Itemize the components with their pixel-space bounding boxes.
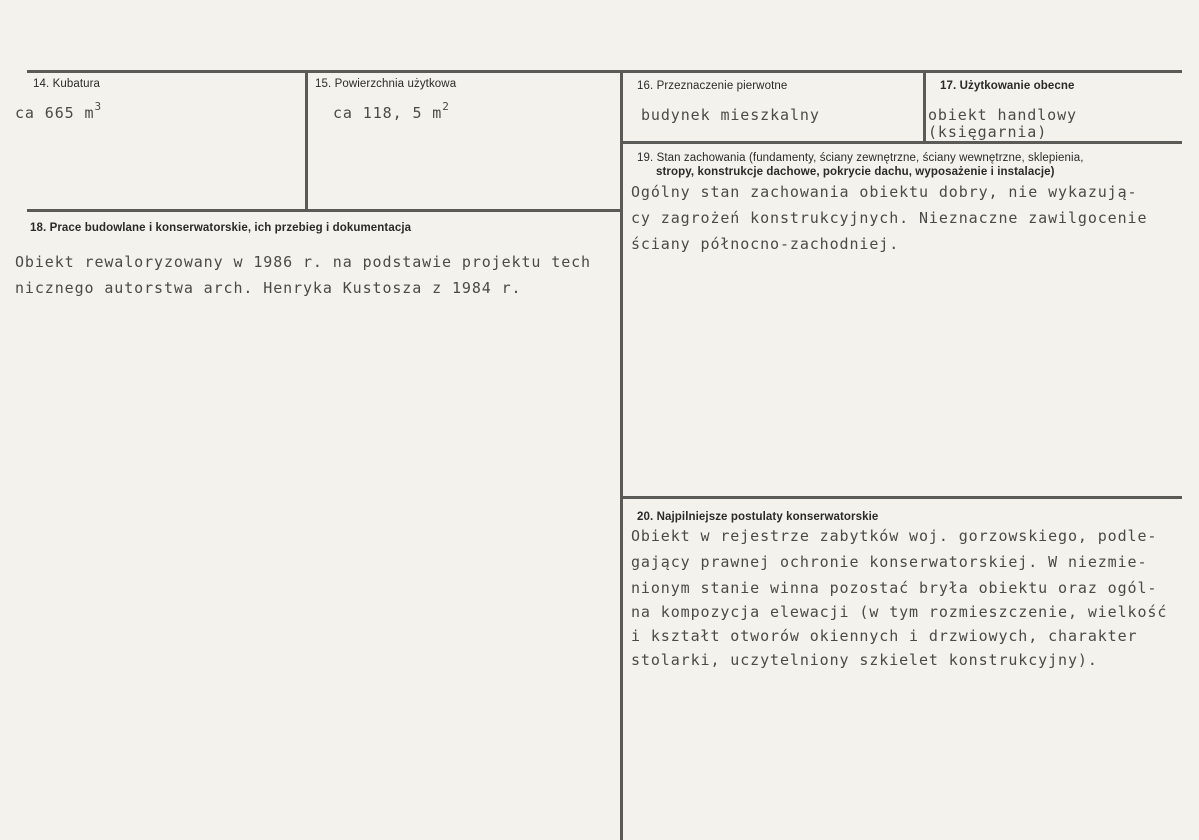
field-20-line-5: i kształt otworów okiennych i drzwiowych, charakter (631, 627, 1138, 645)
field-14-exponent: 3 (94, 100, 102, 113)
field-19-line-2: cy zagrożeń konstrukcyjnych. Nieznaczne zawilgocenie (631, 209, 1148, 227)
field-20-label: 20. Najpilniejsze postulaty konserwatorskie (637, 511, 879, 523)
field-20-line-2: gający prawnej ochronie konserwatorskiej. W niezmie- (631, 553, 1148, 571)
divider-center (620, 70, 623, 840)
top-rule (27, 70, 1182, 73)
field-20-line-3: nionym stanie winna pozostać bryła obiektu oraz ogól- (631, 579, 1158, 597)
field-19-label-line-2: stropy, konstrukcje dachowe, pokrycie dachu, wyposażenie i instalacje) (656, 166, 1055, 178)
field-16-label: 16. Przeznaczenie pierwotne (637, 80, 788, 92)
field-17-line-2: (księgarnia) (928, 123, 1048, 141)
field-19-line-1: Ogólny stan zachowania obiektu dobry, nie wykazują- (631, 183, 1138, 201)
field-15-value: ca 118, 5 $m^2$ (333, 100, 450, 122)
field-20-line-6: stolarki, uczytelniony szkielet konstrukcyjny). (631, 651, 1098, 669)
field-19-line-3: ściany północno-zachodniej. (631, 235, 900, 253)
field-18-line-1: Obiekt rewaloryzowany w 1986 r. na podstawie projektu tech (15, 253, 591, 271)
divider-14-15 (305, 70, 308, 212)
field-17-label: 17. Użytkowanie obecne (940, 80, 1075, 92)
divider-16-17 (923, 70, 926, 142)
rule-above-20 (622, 496, 1182, 499)
field-18-line-2: nicznego autorstwa arch. Henryka Kustosza z 1984 r. (15, 279, 522, 297)
field-14-label: 14. Kubatura (33, 78, 101, 90)
field-16-value: budynek mieszkalny (641, 106, 820, 124)
rule-below-16-17 (622, 141, 1182, 144)
field-18-label: 18. Prace budowlane i konserwatorskie, ich przebieg i dokumentacja (30, 222, 412, 234)
field-17-line-1: obiekt handlowy (928, 106, 1077, 124)
field-15-label: 15. Powierzchnia użytkowa (315, 78, 457, 90)
field-20-line-4: na kompozycja elewacji (w tym rozmieszczenie, wielkość (631, 603, 1168, 621)
field-14-value: ca 665 $m^3$ (15, 100, 102, 122)
rule-above-18 (27, 209, 623, 212)
field-15-exponent: 2 (442, 100, 450, 113)
field-20-line-1: Obiekt w rejestrze zabytków woj. gorzowskiego, podle- (631, 527, 1158, 545)
field-19-label-line-1: 19. Stan zachowania (fundamenty, ściany zewnętrzne, ściany wewnętrzne, sklepienia, (637, 152, 1084, 164)
